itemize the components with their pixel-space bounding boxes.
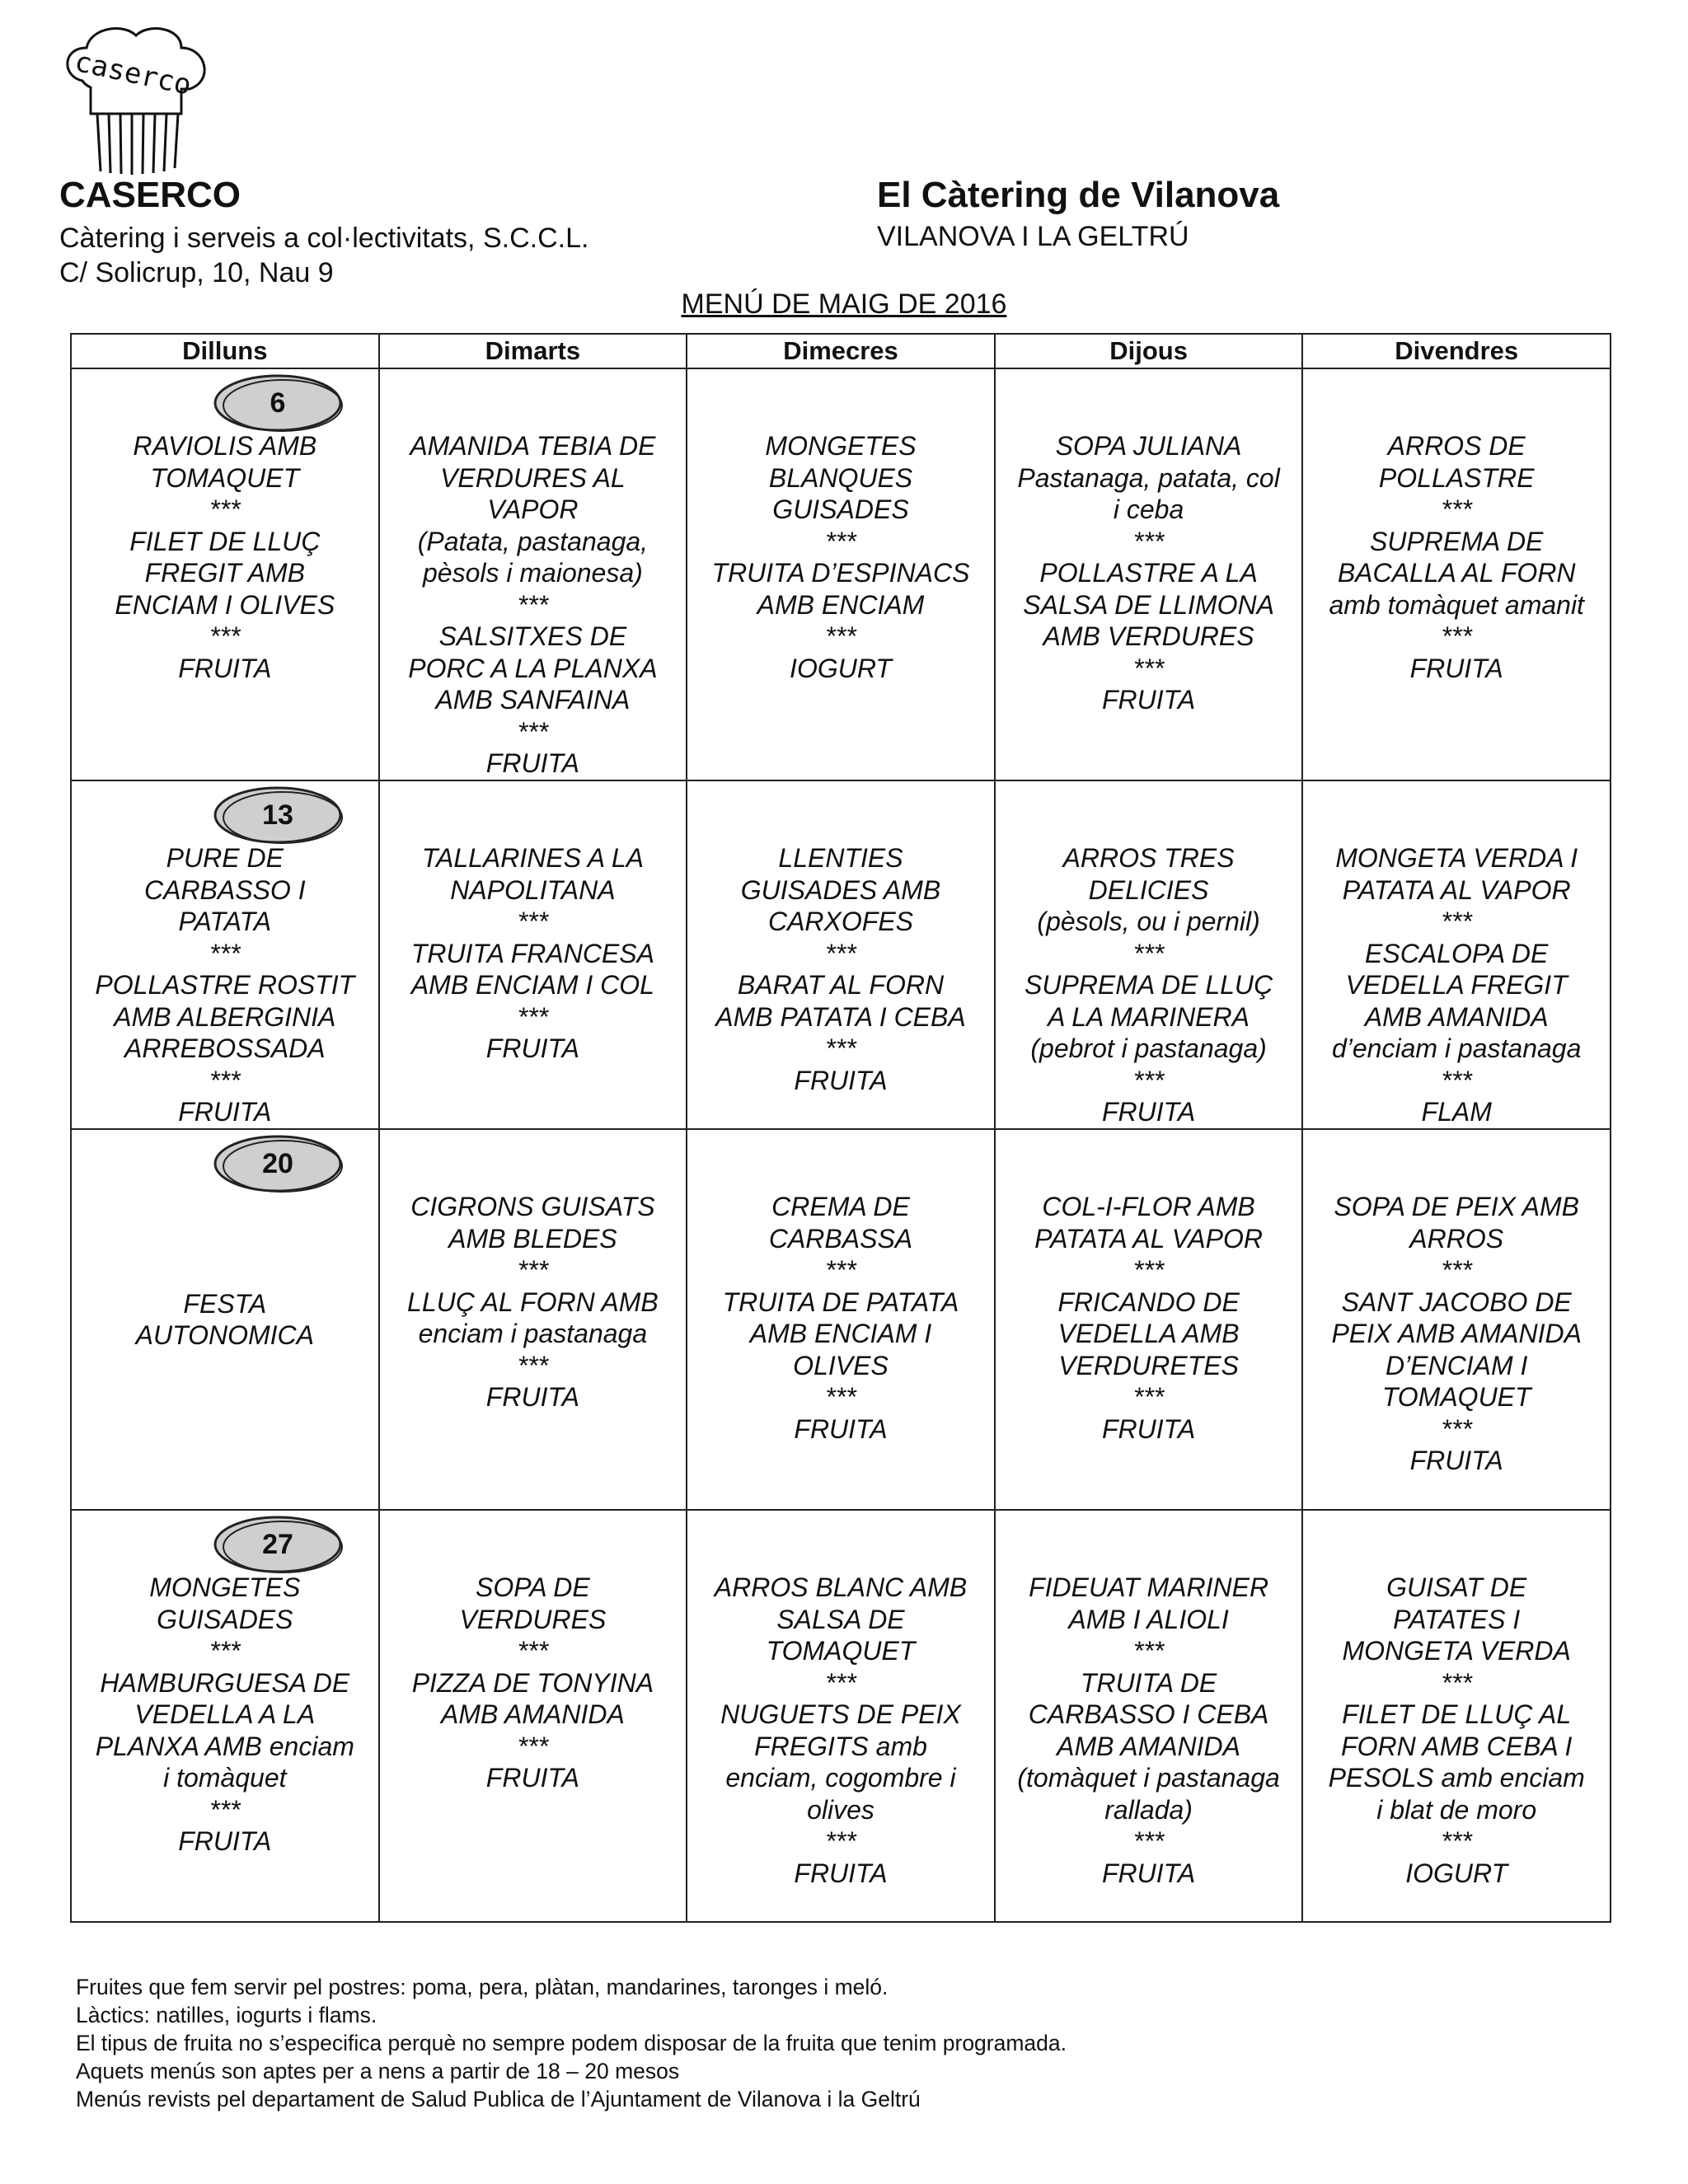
menu-body bbox=[71, 368, 1611, 1922]
menu-line: VERDURES bbox=[459, 1604, 607, 1634]
menu-line: PATATES I bbox=[1393, 1604, 1521, 1634]
menu-line: *** bbox=[1132, 1382, 1165, 1412]
menu-line: FORN AMB CEBA I bbox=[1341, 1731, 1573, 1761]
weekday-header: Dilluns bbox=[71, 334, 379, 368]
menu-line: MONGETA VERDA I bbox=[1335, 843, 1578, 873]
menu-line: AMANIDA TEBIA DE bbox=[410, 431, 656, 461]
client-name: El Càtering de Vilanova bbox=[877, 175, 1280, 215]
menu-line: AMB SANFAINA bbox=[435, 685, 631, 715]
day-number-badge bbox=[212, 373, 344, 434]
menu-line: *** bbox=[825, 938, 856, 968]
weekday-header-row bbox=[71, 334, 1611, 368]
menu-title: MENÚ DE MAIG DE 2016 bbox=[681, 288, 1007, 320]
menu-line: LLENTIES bbox=[778, 843, 903, 873]
menu-line: (tomàquet i pastanaga bbox=[1017, 1763, 1280, 1793]
menu-line: FRUITA bbox=[178, 1826, 272, 1856]
menu-line: TOMAQUET bbox=[766, 1636, 916, 1666]
menu-line: VERDURES AL bbox=[440, 462, 626, 493]
menu-line: rallada) bbox=[1104, 1794, 1193, 1825]
menu-line: FRUITA bbox=[178, 653, 272, 683]
menu-line: PORC A LA PLANXA bbox=[408, 653, 658, 683]
menu-line: SOPA DE PEIX AMB bbox=[1334, 1192, 1579, 1221]
menu-line: AMB VERDURES bbox=[1043, 621, 1254, 651]
menu-line: A LA MARINERA bbox=[1048, 1001, 1250, 1032]
menu-line: *** bbox=[1441, 1413, 1472, 1444]
menu-line: *** bbox=[1132, 526, 1165, 556]
menu-line: AMB AMANIDA bbox=[1364, 1001, 1549, 1032]
menu-line: FRUITA bbox=[1101, 1413, 1196, 1444]
menu-line: AMB I ALIOLI bbox=[1068, 1604, 1229, 1634]
menu-line: CREMA DE bbox=[771, 1192, 910, 1221]
menu-line: GUISADES bbox=[772, 494, 909, 524]
menu-line: *** bbox=[1132, 1636, 1165, 1666]
week-row bbox=[71, 368, 1611, 780]
menu-line: VERDURETES bbox=[1058, 1350, 1239, 1380]
menu-line: VAPOR bbox=[487, 494, 579, 524]
menu-items bbox=[1006, 369, 1292, 716]
menu-line: TRUITA DE bbox=[1080, 1667, 1217, 1698]
menu-cell bbox=[995, 368, 1303, 780]
company-address: C/ Solicrup, 10, Nau 9 bbox=[59, 257, 334, 288]
menu-cell bbox=[1302, 1129, 1611, 1510]
menu-line: *** bbox=[517, 907, 549, 936]
menu-line: D’ENCIAM I bbox=[1385, 1350, 1528, 1380]
company-info bbox=[59, 221, 588, 290]
menu-line: *** bbox=[825, 1255, 856, 1285]
menu-items bbox=[390, 1130, 677, 1413]
menu-items bbox=[697, 1511, 984, 1889]
day-number-badge bbox=[212, 1133, 344, 1194]
menu-cell bbox=[71, 368, 379, 780]
menu-line: BARAT AL FORN bbox=[737, 970, 945, 1000]
menu-line: *** bbox=[517, 589, 549, 620]
menu-line: *** bbox=[209, 494, 241, 524]
menu-line: FLAM bbox=[1421, 1097, 1492, 1127]
menu-line: SOPA JULIANA bbox=[1055, 431, 1242, 461]
menu-line: *** bbox=[517, 716, 549, 747]
menu-line: FRUITA bbox=[485, 1382, 579, 1412]
menu-line: LLUÇ AL FORN AMB bbox=[407, 1286, 659, 1317]
menu-line: CARXOFES bbox=[767, 907, 913, 936]
menu-line: VEDELLA FREGIT bbox=[1345, 970, 1568, 1000]
menu-line: IOGURT bbox=[1405, 1858, 1508, 1888]
menu-line: *** bbox=[1132, 1255, 1165, 1285]
weekday-header: Dijous bbox=[995, 334, 1303, 368]
menu-line: PURE DE bbox=[166, 843, 284, 873]
menu-cell bbox=[687, 1510, 995, 1922]
week-row bbox=[71, 780, 1611, 1129]
week-row bbox=[71, 1129, 1611, 1510]
menu-line: *** bbox=[1132, 1065, 1165, 1095]
menu-cell bbox=[687, 1129, 995, 1510]
menu-line: *** bbox=[209, 1065, 241, 1095]
menu-line: AMB AMANIDA bbox=[1057, 1731, 1240, 1761]
weekday-header: Dimarts bbox=[379, 334, 687, 368]
svg-text:caserco: caserco bbox=[72, 45, 195, 102]
menu-line: AMB ENCIAM I bbox=[749, 1319, 932, 1348]
menu-line: *** bbox=[517, 1255, 549, 1285]
menu-line: FRUITA bbox=[1409, 1446, 1503, 1475]
menu-line: *** bbox=[1441, 494, 1472, 524]
menu-line: ARROS BLANC AMB bbox=[714, 1572, 968, 1602]
menu-items bbox=[390, 369, 677, 780]
menu-cell bbox=[1302, 1510, 1611, 1922]
menu-line: AMB AMANIDA bbox=[440, 1699, 625, 1729]
menu-line: VEDELLA AMB bbox=[1057, 1319, 1240, 1348]
menu-line: *** bbox=[825, 1667, 856, 1698]
menu-line: *** bbox=[1441, 1065, 1472, 1095]
menu-line: PIZZA DE TONYINA bbox=[411, 1667, 654, 1698]
menu-items bbox=[1006, 1130, 1292, 1445]
menu-line: TOMAQUET bbox=[1381, 1382, 1531, 1412]
menu-line: *** bbox=[209, 1636, 241, 1666]
menu-cell bbox=[71, 1510, 379, 1922]
menu-line: POLLASTRE bbox=[1378, 462, 1535, 493]
menu-line: MONGETES bbox=[765, 431, 917, 461]
menu-line: i blat de moro bbox=[1376, 1794, 1537, 1825]
menu-line: FRUITA bbox=[1409, 653, 1503, 683]
menu-line: *** bbox=[209, 938, 241, 968]
menu-line: (pèsols, ou i pernil) bbox=[1037, 907, 1260, 936]
day-number-badge bbox=[212, 785, 344, 846]
menu-line: FRUITA bbox=[485, 748, 579, 778]
menu-line: *** bbox=[1441, 1826, 1472, 1856]
menu-line: IOGURT bbox=[790, 653, 892, 683]
menu-line: GUISADES bbox=[157, 1604, 293, 1634]
menu-line: pèsols i maionesa) bbox=[422, 558, 643, 588]
menu-line: ARROS DE bbox=[1387, 431, 1526, 461]
menu-line: TRUITA DE PATATA bbox=[722, 1286, 959, 1317]
menu-line: PATATA AL VAPOR bbox=[1034, 1223, 1263, 1254]
footer-notes bbox=[76, 1973, 1067, 2113]
client-city: VILANOVA I LA GELTRÚ bbox=[877, 221, 1189, 252]
menu-line: CARBASSO I CEBA bbox=[1028, 1699, 1269, 1729]
menu-line: VEDELLA A LA bbox=[134, 1699, 316, 1729]
menu-line: AMB ALBERGINIA bbox=[114, 1001, 336, 1032]
menu-items bbox=[1006, 781, 1292, 1128]
menu-cell bbox=[995, 1129, 1303, 1510]
note-line: Aquets menús son aptes per a nens a partir de 18 – 20 mesos bbox=[76, 2059, 680, 2083]
caserco-logo bbox=[58, 23, 223, 180]
menu-line: CARBASSA bbox=[768, 1223, 913, 1254]
menu-line: PLANXA AMB enciam bbox=[95, 1731, 354, 1761]
menu-line: SALSA DE LLIMONA bbox=[1023, 589, 1274, 620]
menu-line: *** bbox=[517, 1001, 549, 1032]
menu-line: *** bbox=[825, 621, 856, 651]
company-description: Càtering i serveis a col·lectivitats, S.C.C.L. bbox=[59, 223, 589, 254]
menu-line: ESCALOPA DE bbox=[1365, 938, 1549, 968]
menu-line: CIGRONS GUISATS bbox=[410, 1192, 655, 1221]
menu-line: PESOLS amb enciam bbox=[1328, 1763, 1585, 1793]
menu-line: ARREBOSSADA bbox=[124, 1033, 326, 1063]
menu-items bbox=[390, 1511, 677, 1794]
menu-line: FRUITA bbox=[1101, 685, 1196, 715]
menu-cell bbox=[379, 780, 687, 1129]
menu-line: SUPREMA DE bbox=[1369, 526, 1544, 556]
menu-line: FRUITA bbox=[485, 1763, 579, 1793]
menu-cell bbox=[379, 368, 687, 780]
menu-line: *** bbox=[825, 1033, 856, 1063]
menu-cell bbox=[379, 1129, 687, 1510]
menu-items bbox=[1006, 1511, 1292, 1889]
menu-line: *** bbox=[1441, 621, 1472, 651]
menu-items bbox=[82, 1288, 368, 1352]
week-row bbox=[71, 1510, 1611, 1922]
menu-line: *** bbox=[517, 1350, 549, 1380]
menu-line: COL-I-FLOR AMB bbox=[1042, 1192, 1255, 1221]
menu-line: TRUITA FRANCESA bbox=[410, 938, 654, 968]
menu-line: PATATA bbox=[178, 907, 272, 936]
menu-line: AMB BLEDES bbox=[448, 1223, 617, 1254]
menu-line: PATATA AL VAPOR bbox=[1342, 874, 1571, 905]
menu-line: Pastanaga, patata, col bbox=[1017, 462, 1280, 493]
menu-items bbox=[1313, 1511, 1600, 1889]
menu-line: d’enciam i pastanaga bbox=[1331, 1033, 1582, 1063]
menu-line: POLLASTRE A LA bbox=[1039, 558, 1258, 588]
weekday-header: Dimecres bbox=[687, 334, 995, 368]
menu-line: FRUITA bbox=[794, 1858, 888, 1888]
menu-line: FREGITS amb bbox=[754, 1731, 927, 1761]
menu-cell bbox=[687, 368, 995, 780]
menu-line: enciam i pastanaga bbox=[418, 1319, 648, 1348]
day-number: 13 bbox=[262, 799, 293, 831]
menu-line: olives bbox=[807, 1794, 874, 1825]
menu-line: FRUITA bbox=[794, 1065, 888, 1095]
menu-line: ARROS TRES bbox=[1062, 843, 1235, 873]
menu-items bbox=[1313, 369, 1600, 684]
day-number: 27 bbox=[262, 1529, 293, 1560]
day-number-badge bbox=[212, 1514, 344, 1575]
menu-line: *** bbox=[825, 1382, 856, 1412]
menu-line: NAPOLITANA bbox=[450, 874, 616, 905]
menu-line: MONGETES bbox=[149, 1572, 301, 1602]
menu-line: SALSA DE bbox=[776, 1604, 905, 1634]
menu-items bbox=[1313, 781, 1600, 1128]
menu-line: BACALLA AL FORN bbox=[1337, 558, 1576, 588]
menu-cell bbox=[995, 780, 1303, 1129]
menu-table bbox=[70, 333, 1611, 1923]
menu-line: GUISAT DE bbox=[1386, 1572, 1527, 1602]
menu-cell bbox=[71, 1129, 379, 1510]
menu-line: OLIVES bbox=[793, 1350, 889, 1380]
menu-cell bbox=[1302, 368, 1611, 780]
menu-line: HAMBURGUESA DE bbox=[100, 1667, 350, 1698]
menu-line: enciam, cogombre i bbox=[725, 1763, 956, 1793]
menu-line: i ceba bbox=[1113, 494, 1184, 524]
menu-line: amb tomàquet amanit bbox=[1329, 589, 1584, 620]
menu-items bbox=[697, 369, 984, 684]
menu-items bbox=[390, 781, 677, 1065]
menu-cell bbox=[995, 1510, 1303, 1922]
menu-line: *** bbox=[517, 1636, 549, 1666]
menu-line: CARBASSO I bbox=[143, 874, 306, 905]
menu-line: SUPREMA DE LLUÇ bbox=[1025, 970, 1273, 1000]
menu-line: FESTA bbox=[183, 1288, 267, 1319]
menu-line: FIDEUAT MARINER bbox=[1029, 1572, 1269, 1602]
menu-line: TRUITA D’ESPINACS bbox=[711, 558, 970, 588]
menu-items bbox=[697, 781, 984, 1096]
menu-line: BLANQUES bbox=[768, 462, 913, 493]
menu-line: GUISADES AMB bbox=[740, 874, 941, 905]
menu-line: FRUITA bbox=[1101, 1858, 1196, 1888]
menu-cell bbox=[1302, 780, 1611, 1129]
menu-line: *** bbox=[209, 1794, 241, 1825]
menu-items bbox=[1313, 1130, 1600, 1477]
menu-line: ARROS bbox=[1409, 1223, 1504, 1254]
menu-line: MONGETA VERDA bbox=[1342, 1636, 1571, 1666]
day-number: 6 bbox=[270, 387, 286, 419]
menu-line: FRUITA bbox=[485, 1033, 579, 1063]
menu-line: SALSITXES DE bbox=[438, 621, 627, 651]
note-line: El tipus de fruita no s’especifica perquè no sempre podem disposar de la fruita que tenim programada. bbox=[76, 2031, 1067, 2055]
menu-line: FRUITA bbox=[178, 1097, 272, 1127]
weekday-header: Divendres bbox=[1302, 334, 1611, 368]
menu-line: *** bbox=[209, 621, 241, 651]
menu-line: FRICANDO DE bbox=[1057, 1286, 1240, 1317]
note-line: Fruites que fem servir pel postres: poma, pera, plàtan, mandarines, taronges i meló. bbox=[76, 1975, 889, 1999]
menu-line: *** bbox=[825, 1826, 856, 1856]
menu-cell bbox=[71, 780, 379, 1129]
company-name: CASERCO bbox=[59, 175, 241, 215]
menu-line: NUGUETS DE PEIX bbox=[720, 1699, 961, 1729]
menu-items bbox=[697, 1130, 984, 1445]
menu-line: AMB ENCIAM bbox=[757, 589, 925, 620]
menu-line: TOMAQUET bbox=[150, 462, 300, 493]
menu-line: *** bbox=[1441, 1667, 1472, 1698]
menu-line: FILET DE LLUÇ bbox=[129, 526, 321, 556]
menu-line: SOPA DE bbox=[476, 1572, 590, 1602]
menu-line: FRUITA bbox=[794, 1413, 888, 1444]
menu-line: *** bbox=[517, 1731, 549, 1761]
menu-line: TALLARINES A LA bbox=[421, 843, 644, 873]
menu-line: *** bbox=[1132, 653, 1165, 683]
menu-line: (pebrot i pastanaga) bbox=[1030, 1033, 1267, 1063]
menu-line: *** bbox=[1132, 1826, 1165, 1856]
menu-line: FREGIT AMB bbox=[144, 558, 305, 588]
menu-line: FRUITA bbox=[1101, 1097, 1196, 1127]
menu-line: *** bbox=[1441, 907, 1472, 936]
menu-line: AUTONOMICA bbox=[135, 1320, 314, 1350]
menu-line: *** bbox=[1132, 938, 1165, 968]
menu-line: PEIX AMB AMANIDA bbox=[1331, 1319, 1582, 1348]
menu-line: RAVIOLIS AMB bbox=[133, 431, 317, 461]
menu-line: (Patata, pastanaga, bbox=[417, 526, 649, 556]
menu-line: FILET DE LLUÇ AL bbox=[1342, 1699, 1572, 1729]
menu-line: SANT JACOBO DE bbox=[1341, 1286, 1572, 1317]
menu-cell bbox=[379, 1510, 687, 1922]
menu-cell bbox=[687, 780, 995, 1129]
menu-line: AMB ENCIAM I COL bbox=[410, 970, 654, 1000]
menu-line: DELICIES bbox=[1088, 874, 1209, 905]
menu-line: i tomàquet bbox=[163, 1763, 287, 1793]
menu-line: *** bbox=[825, 526, 856, 556]
note-line: Làctics: natilles, iogurts i flams. bbox=[76, 2003, 377, 2027]
menu-line: ENCIAM I OLIVES bbox=[115, 589, 335, 620]
menu-line: AMB PATATA I CEBA bbox=[715, 1001, 966, 1032]
note-line: Menús revists pel departament de Salud Publica de l’Ajuntament de Vilanova i la Geltrú bbox=[76, 2087, 921, 2111]
menu-line: POLLASTRE ROSTIT bbox=[95, 970, 355, 1000]
day-number: 20 bbox=[262, 1148, 293, 1179]
menu-line: *** bbox=[1441, 1255, 1472, 1285]
